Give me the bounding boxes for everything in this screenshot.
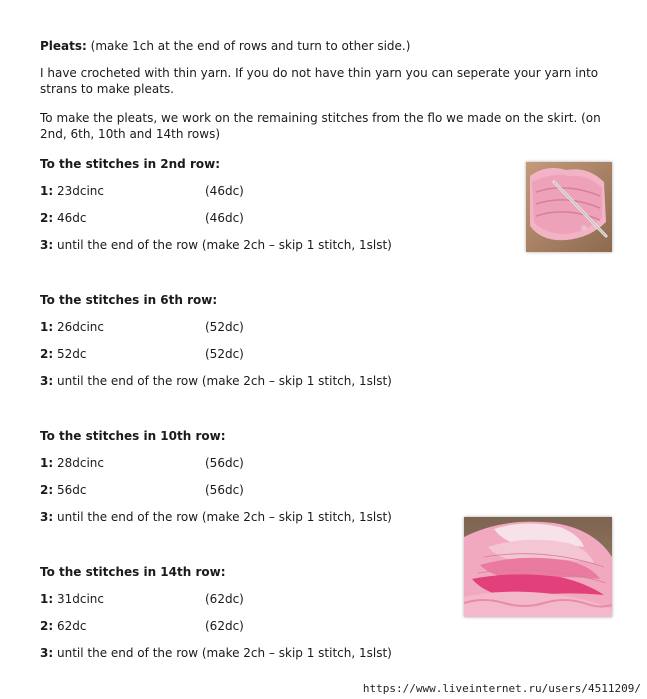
pleats-note: (make 1ch at the end of rows and turn to other side.)	[90, 39, 411, 53]
stitch-count: (62dc)	[205, 619, 244, 633]
instruction-row: 2: 62dc (62dc)	[40, 619, 244, 633]
instruction-row: 1: 31dcinc (62dc)	[40, 592, 244, 606]
section-heading: To the stitches in 14th row:	[40, 565, 226, 579]
stitch-count: (56dc)	[205, 483, 244, 497]
stitch-count: (46dc)	[205, 184, 244, 198]
stitch-count: (56dc)	[205, 456, 244, 470]
instruction-row: 2: 52dc (52dc)	[40, 347, 244, 361]
method-paragraph: To make the pleats, we work on the remaining stitches from the flo we made on the skirt. (on 2nd, 6th, 10th and 14th rows)	[40, 111, 601, 141]
instruction-row: 3: until the end of the row (make 2ch – skip 1 stitch, 1slst)	[40, 374, 392, 388]
section-heading: To the stitches in 10th row:	[40, 429, 226, 443]
instruction-row: 3: until the end of the row (make 2ch – skip 1 stitch, 1slst)	[40, 238, 392, 252]
instruction-row: 3: until the end of the row (make 2ch – skip 1 stitch, 1slst)	[40, 510, 392, 524]
instruction-row: 2: 46dc (46dc)	[40, 211, 244, 225]
yarn-paragraph: I have crocheted with thin yarn. If you do not have thin yarn you can seperate your yarn into strans to make pleats.	[40, 66, 599, 96]
instruction-row: 1: 23dcinc (46dc)	[40, 184, 244, 198]
stitch-count: (62dc)	[205, 592, 244, 606]
watermark-url: https://www.liveinternet.ru/users/4511209/	[362, 682, 641, 695]
stitch-count: (52dc)	[205, 347, 244, 361]
instruction-row: 1: 26dcinc (52dc)	[40, 320, 244, 334]
instruction-row: 1: 28dcinc (56dc)	[40, 456, 244, 470]
stitch-count: (52dc)	[205, 320, 244, 334]
pleats-label: Pleats:	[40, 39, 87, 53]
stitch-count: (46dc)	[205, 211, 244, 225]
section-heading: To the stitches in 6th row:	[40, 293, 218, 307]
section-heading: To the stitches in 2nd row:	[40, 157, 220, 171]
pleats-line	[40, 38, 410, 54]
crochet-hook-photo	[526, 162, 612, 252]
pleated-skirt-photo	[464, 517, 612, 617]
instruction-row: 3: until the end of the row (make 2ch – skip 1 stitch, 1slst)	[40, 646, 392, 660]
instruction-row: 2: 56dc (56dc)	[40, 483, 244, 497]
